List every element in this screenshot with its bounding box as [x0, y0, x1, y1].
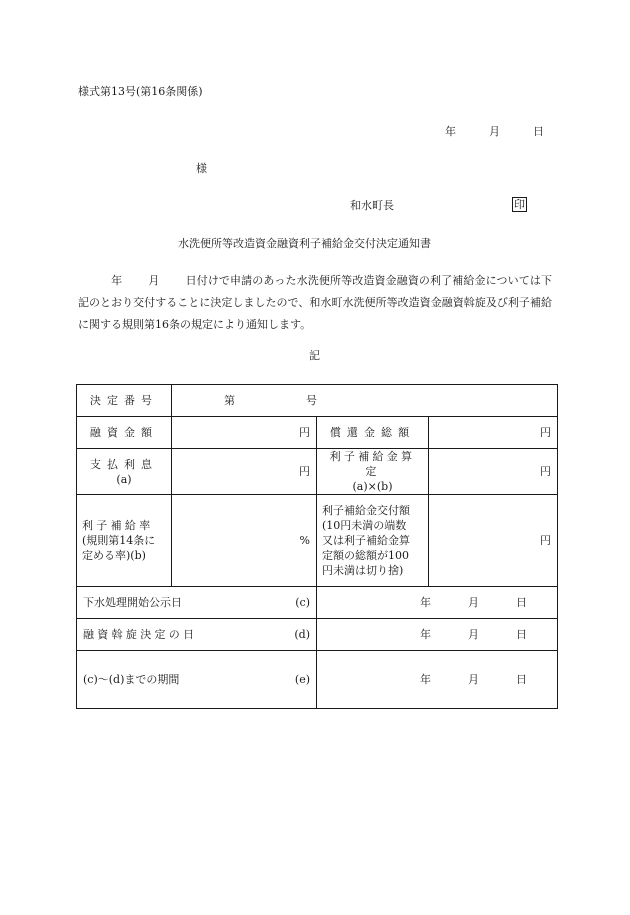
grant-line5: 円未満は切り捨) — [322, 564, 404, 577]
table-row — [77, 651, 558, 709]
sewer-start-day: 日 — [516, 596, 528, 609]
subsidy-calc-sub: (a)×(b) — [352, 480, 393, 493]
header-date — [445, 125, 544, 138]
loan-decision-year: 年 — [420, 628, 432, 641]
loan-decision-month: 月 — [468, 628, 480, 641]
grant-line3: 又は利子補給金算 — [322, 534, 410, 547]
subsidy-rate-line2: (規則第14条に — [82, 534, 156, 547]
body-paragraph: 日付けで申請のあった水洗便所等改造資金融資の利了補給金については下記のとおり交付することに決定しましたので、和水町水洗便所等改造資金融資斡旋及び利子補給に関する規則第16条の規定により通知します。 — [78, 274, 552, 331]
header-date-month: 月 — [489, 125, 500, 138]
subsidy-rate-line3: 定める率)(b) — [82, 549, 146, 562]
grant-amount-yen: 円 — [429, 495, 558, 587]
table-row — [77, 385, 558, 417]
decision-number-label: 決定番号 — [77, 385, 172, 417]
period-code: (e) — [294, 673, 310, 686]
grant-line4: 定額の総額が100 — [322, 549, 409, 562]
notice-table — [76, 384, 558, 709]
ki-heading: 記 — [309, 349, 320, 362]
period-day: 日 — [516, 673, 528, 686]
repayment-total-yen: 円 — [429, 417, 558, 449]
decision-number-suffix: 号 — [306, 394, 317, 407]
issuer-name: 和水町長 — [350, 199, 394, 212]
loan-decision-code: (d) — [294, 628, 310, 641]
sewer-start-label: 下水処理開始公示日 — [83, 596, 182, 609]
period-cell — [77, 651, 317, 709]
addressee-honorific: 様 — [196, 162, 207, 175]
table-row — [77, 449, 558, 495]
interest-paid-cell — [77, 449, 172, 495]
header-date-year: 年 — [445, 125, 456, 138]
period-month: 月 — [468, 673, 480, 686]
subsidy-rate-line1: 利子補給率 — [82, 519, 154, 532]
body-year: 年 — [111, 274, 123, 287]
grant-amount-cell — [317, 495, 429, 587]
period-date — [317, 651, 558, 709]
subsidy-calc-yen: 円 — [429, 449, 558, 495]
table-row — [77, 417, 558, 449]
seal-stamp: 印 — [514, 198, 525, 211]
decision-number-value — [172, 385, 558, 417]
sewer-start-code: (c) — [295, 596, 310, 609]
grant-line1: 利子補給金交付額 — [322, 504, 410, 517]
body-text — [78, 270, 552, 336]
loan-amount-yen: 円 — [172, 417, 317, 449]
interest-paid-label: 支払利息 — [89, 457, 159, 471]
table-row — [77, 495, 558, 587]
form-number: 様式第13号(第16条関係) — [78, 85, 203, 98]
decision-number-prefix: 第 — [224, 394, 235, 407]
subsidy-rate-cell — [77, 495, 172, 587]
document-title: 水洗便所等改造資金融資利子補給金交付決定通知書 — [178, 237, 431, 250]
sewer-start-month: 月 — [468, 596, 480, 609]
loan-decision-date — [317, 619, 558, 651]
period-label: (c)～(d)までの期間 — [83, 673, 180, 686]
subsidy-calc-cell — [317, 449, 429, 495]
table-row — [77, 587, 558, 619]
interest-paid-yen: 円 — [172, 449, 317, 495]
loan-decision-day: 日 — [516, 628, 528, 641]
header-date-day: 日 — [533, 125, 544, 138]
period-year: 年 — [420, 673, 432, 686]
interest-paid-sub: (a) — [116, 472, 132, 486]
repayment-total-label: 償還金総額 — [317, 417, 429, 449]
grant-line2: (10円未満の端数 — [322, 519, 407, 532]
sewer-start-date — [317, 587, 558, 619]
subsidy-calc-label: 利子補給金算定 — [329, 450, 416, 478]
table-row — [77, 619, 558, 651]
sewer-start-year: 年 — [420, 596, 432, 609]
sewer-start-cell — [77, 587, 317, 619]
loan-decision-cell — [77, 619, 317, 651]
body-month: 月 — [148, 274, 160, 287]
loan-decision-label: 融資斡旋決定の日 — [83, 628, 198, 641]
subsidy-rate-percent: % — [172, 495, 317, 587]
loan-amount-label: 融資金額 — [77, 417, 172, 449]
